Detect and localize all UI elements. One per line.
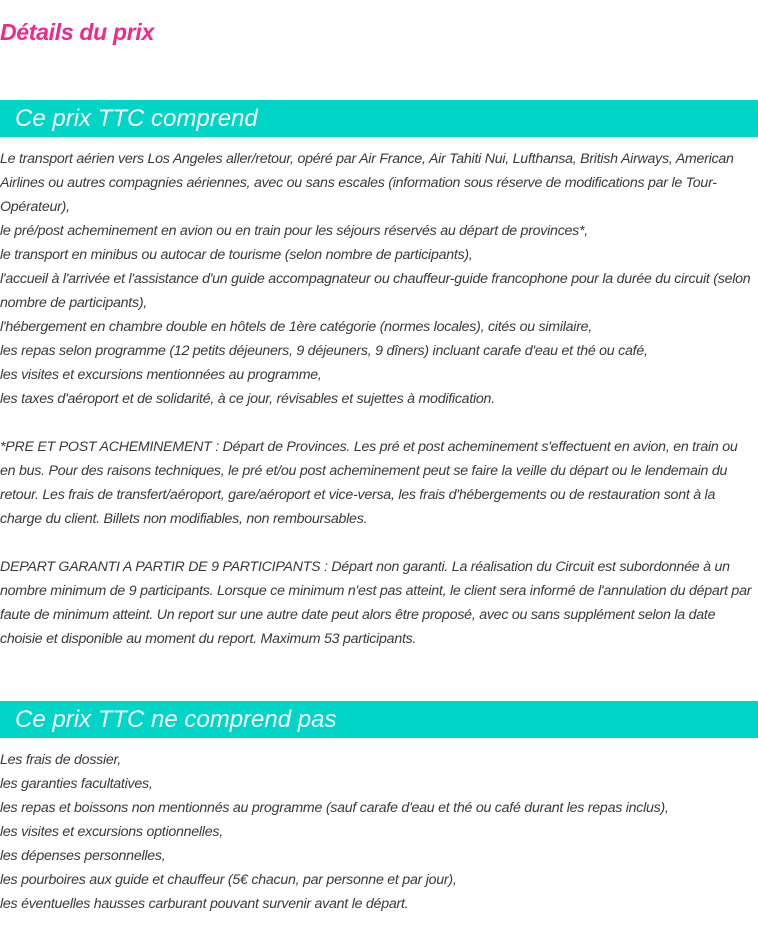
includes-list: [0, 147, 756, 411]
list-item: les taxes d'aéroport et de solidarité, à ce jour, révisables et sujettes à modification.: [0, 391, 495, 407]
list-item: les repas selon programme (12 petits déjeuners, 9 déjeuners, 9 dîners) incluant carafe d'eau et thé ou café,: [0, 343, 648, 359]
list-item: les éventuelles hausses carburant pouvant survenir avant le départ.: [0, 896, 409, 912]
includes-heading: Ce prix TTC comprend: [0, 100, 758, 137]
page-title: Détails du prix: [0, 19, 154, 45]
list-item: les visites et excursions mentionnées au programme,: [0, 367, 322, 383]
list-item: Les frais de dossier,: [0, 752, 121, 768]
excludes-list: [0, 748, 756, 916]
list-item: le pré/post acheminement en avion ou en train pour les séjours réservés au départ de provinces*,: [0, 223, 588, 239]
list-item: les pourboires aux guide et chauffeur (5€ chacun, par personne et par jour),: [0, 872, 457, 888]
list-item: les visites et excursions optionnelles,: [0, 824, 223, 840]
list-item: les dépenses personnelles,: [0, 848, 166, 864]
list-item: l'accueil à l'arrivée et l'assistance d'un guide accompagnateur ou chauffeur-guide francophone pour la durée du circuit (selon nombre de participants),: [0, 271, 751, 311]
list-item: les repas et boissons non mentionnés au programme (sauf carafe d'eau et thé ou café durant les repas inclus),: [0, 800, 669, 816]
list-item: l'hébergement en chambre double en hôtels de 1ère catégorie (normes locales), cités ou similaire,: [0, 319, 593, 335]
excludes-heading: Ce prix TTC ne comprend pas: [0, 701, 758, 738]
list-item: les garanties facultatives,: [0, 776, 153, 792]
transfer-note: *PRE ET POST ACHEMINEMENT : Départ de Provinces. Les pré et post acheminement s'effectuent en avion, en train ou en bus. Pour des raisons techniques, le pré et/ou post acheminement peut se faire la veille du départ ou le lendemain du retour. Les frais de transfert/aéroport, gare/aéroport et vice-versa, les frais d'hébergements ou de restauration sont à la charge du client. Billets non modifiables, non remboursables.: [0, 439, 738, 527]
list-item: le transport en minibus ou autocar de tourisme (selon nombre de participants),: [0, 247, 473, 263]
guaranteed-departure-note: DEPART GARANTI A PARTIR DE 9 PARTICIPANTS : Départ non garanti. La réalisation du Circuit est subordonnée à un nombre minimum de 9 participants. Lorsque ce minimum n'est pas atteint, le client sera informé de l'annulation du départ par faute de minimum atteint. Un report sur une autre date peut alors être proposé, avec ou sans supplément selon la date choisie et disponible au moment du report. Maximum 53 participants.: [0, 559, 752, 647]
list-item: Le transport aérien vers Los Angeles aller/retour, opéré par Air France, Air Tahiti Nui, Lufthansa, British Airways, American Airlines ou autres compagnies aériennes, avec ou sans escales (information sous réserve de modifications par le Tour-Opérateur),: [0, 151, 734, 215]
